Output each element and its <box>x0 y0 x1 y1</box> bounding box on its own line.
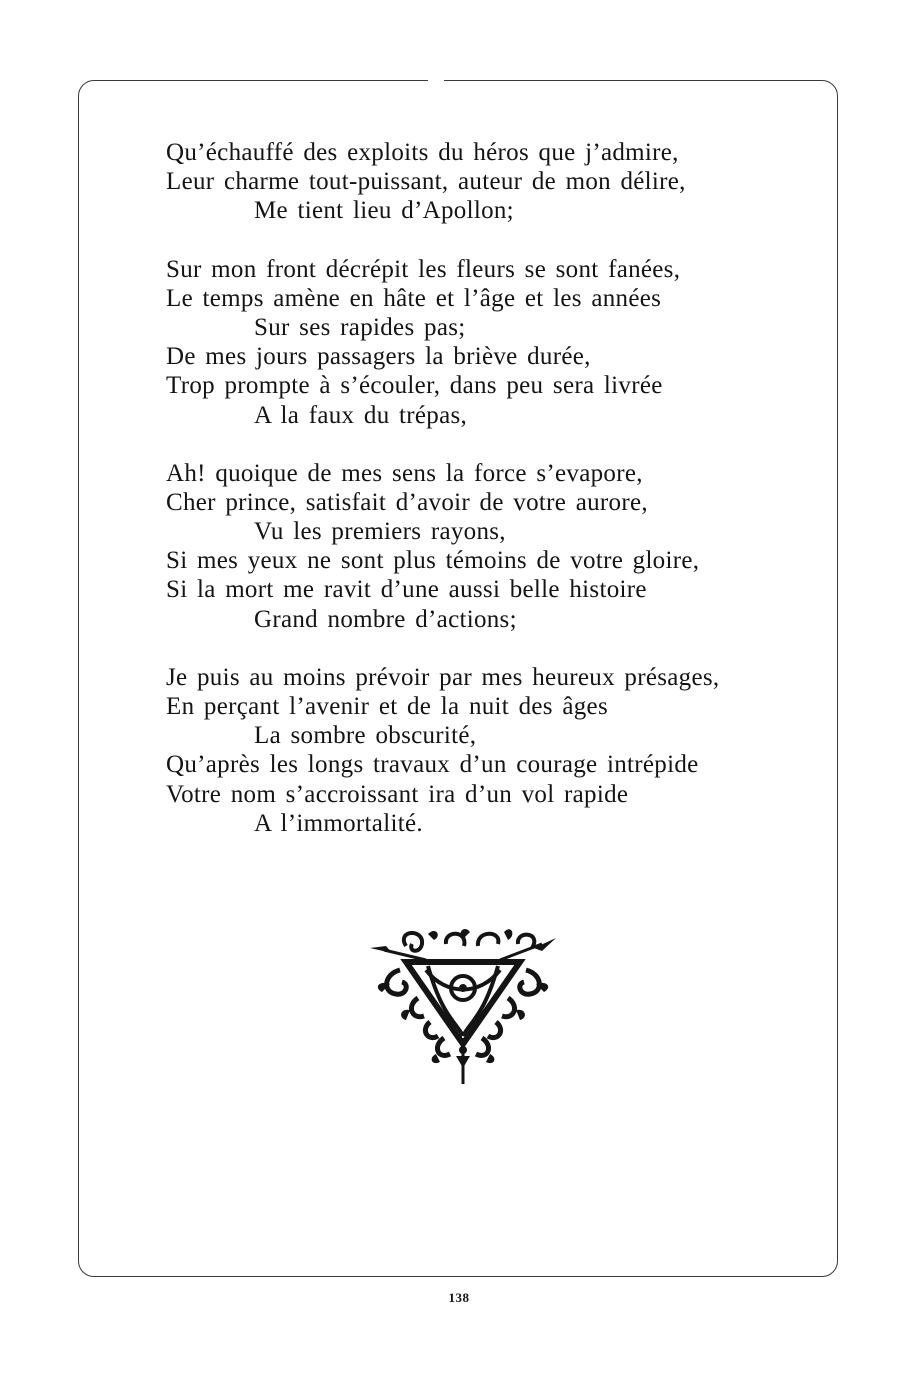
poem-line: Si mes yeux ne sont plus témoins de votre gloire, <box>166 547 700 575</box>
frame-gap <box>428 76 444 84</box>
poem-line: Qu’après les longs travaux d’un courage intrépide <box>166 751 699 779</box>
stanza <box>166 459 806 634</box>
stanza <box>166 255 806 430</box>
poem-line: Le temps amène en hâte et l’âge et les années <box>166 284 662 312</box>
poem-line: Sur mon front décrépit les fleurs se sont fanées, <box>166 255 681 283</box>
poem-body <box>166 138 806 867</box>
poem-line: Votre nom s’accroissant ira d’un vol rapide <box>166 780 629 808</box>
stanza <box>166 663 806 838</box>
poem-line: Je puis au moins prévoir par mes heureux présages, <box>166 663 720 691</box>
poem-line: Leur charme tout-puissant, auteur de mon délire, <box>166 168 686 196</box>
poem-line: Sur ses rapides pas; <box>254 313 466 341</box>
poem-line: Me tient lieu d’Apollon; <box>254 197 514 225</box>
poem-line: Ah! quoique de mes sens la force s’evapore, <box>166 459 643 487</box>
poem-line: Cher prince, satisfait d’avoir de votre aurore, <box>166 488 648 516</box>
stanza <box>166 138 806 226</box>
poem-line: Grand nombre d’actions; <box>254 605 517 633</box>
poem-line: A la faux du trépas, <box>254 401 468 429</box>
poem-line: La sombre obscurité, <box>254 722 477 750</box>
poem-line: Si la mort me ravit d’une aussi belle histoire <box>166 576 647 604</box>
fleuron-ornament-icon <box>366 926 560 1086</box>
poem-line: Qu’échauffé des exploits du héros que j’admire, <box>166 139 679 166</box>
poem-line: Trop prompte à s’écouler, dans peu sera livrée <box>166 372 663 400</box>
poem-line: En perçant l’avenir et de la nuit des âges <box>166 693 608 720</box>
poem-line: Vu les premiers rayons, <box>254 518 506 546</box>
page-number: 138 <box>448 1290 470 1305</box>
poem-line: A l’immortalité. <box>254 809 423 837</box>
poem-line: De mes jours passagers la briève durée, <box>166 343 591 371</box>
